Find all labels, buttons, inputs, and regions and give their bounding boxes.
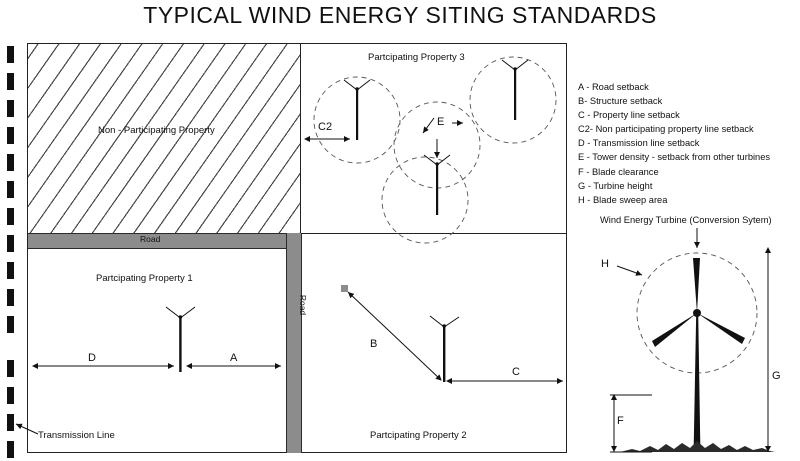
legend-item: C2- Non participating property line setback bbox=[578, 124, 754, 135]
road-label-horizontal: Road bbox=[140, 234, 161, 244]
turbine-symbol-p2 bbox=[430, 316, 459, 382]
legend-item: F - Blade clearance bbox=[578, 166, 659, 177]
dimension-line-b bbox=[341, 285, 441, 380]
terrain-silhouette bbox=[620, 441, 775, 452]
turbine-cluster-p3 bbox=[314, 57, 556, 243]
dimension-label-e: E bbox=[437, 116, 445, 128]
turbine-symbol-p3-a bbox=[344, 80, 370, 140]
label-participating-property-3: Partcipating Property 3 bbox=[368, 52, 465, 63]
road-label-vertical: Road bbox=[298, 294, 308, 316]
tower-density-circle-4 bbox=[382, 157, 468, 243]
dimension-label-f: F bbox=[617, 415, 624, 427]
turbine-detail-caption: Wind Energy Turbine (Conversion Sytem) bbox=[600, 215, 772, 225]
legend-item: D - Transmission line setback bbox=[578, 138, 700, 149]
legend-item: B- Structure setback bbox=[578, 96, 663, 107]
label-participating-property-1: Partcipating Property 1 bbox=[96, 273, 193, 284]
dimension-label-g: G bbox=[772, 370, 781, 382]
legend-item: H - Blade sweep area bbox=[578, 194, 668, 205]
dimension-label-b: B bbox=[370, 338, 378, 350]
label-non-participating-property: Non - Participating Property bbox=[98, 125, 215, 136]
dimension-label-a: A bbox=[230, 352, 238, 364]
tower-density-circle-3 bbox=[470, 57, 556, 143]
legend-item: A - Road setback bbox=[578, 82, 649, 92]
dimension-label-h: H bbox=[601, 258, 609, 270]
transmission-line-label: Transmission Line bbox=[38, 430, 115, 441]
turbine-symbol-p3-c bbox=[502, 60, 528, 120]
legend-item: E - Tower density - setback from other turbines bbox=[578, 152, 771, 163]
turbine-symbol-p3-b bbox=[424, 155, 450, 215]
transmission-line-leader bbox=[16, 424, 38, 434]
page-title: TYPICAL WIND ENERGY SITING STANDARDS bbox=[143, 2, 657, 28]
label-participating-property-2: Partcipating Property 2 bbox=[370, 430, 467, 441]
dimension-label-c: C bbox=[512, 366, 520, 378]
dimension-label-d: D bbox=[88, 352, 96, 364]
dimension-label-c2: C2 bbox=[318, 121, 333, 133]
turbine-detail bbox=[610, 228, 775, 452]
legend-item: G - Turbine height bbox=[578, 180, 653, 191]
legend-item: C - Property line setback bbox=[578, 110, 680, 121]
dimension-line-e bbox=[423, 118, 463, 158]
leader-h bbox=[617, 266, 642, 275]
turbine-symbol-p1 bbox=[166, 307, 195, 372]
